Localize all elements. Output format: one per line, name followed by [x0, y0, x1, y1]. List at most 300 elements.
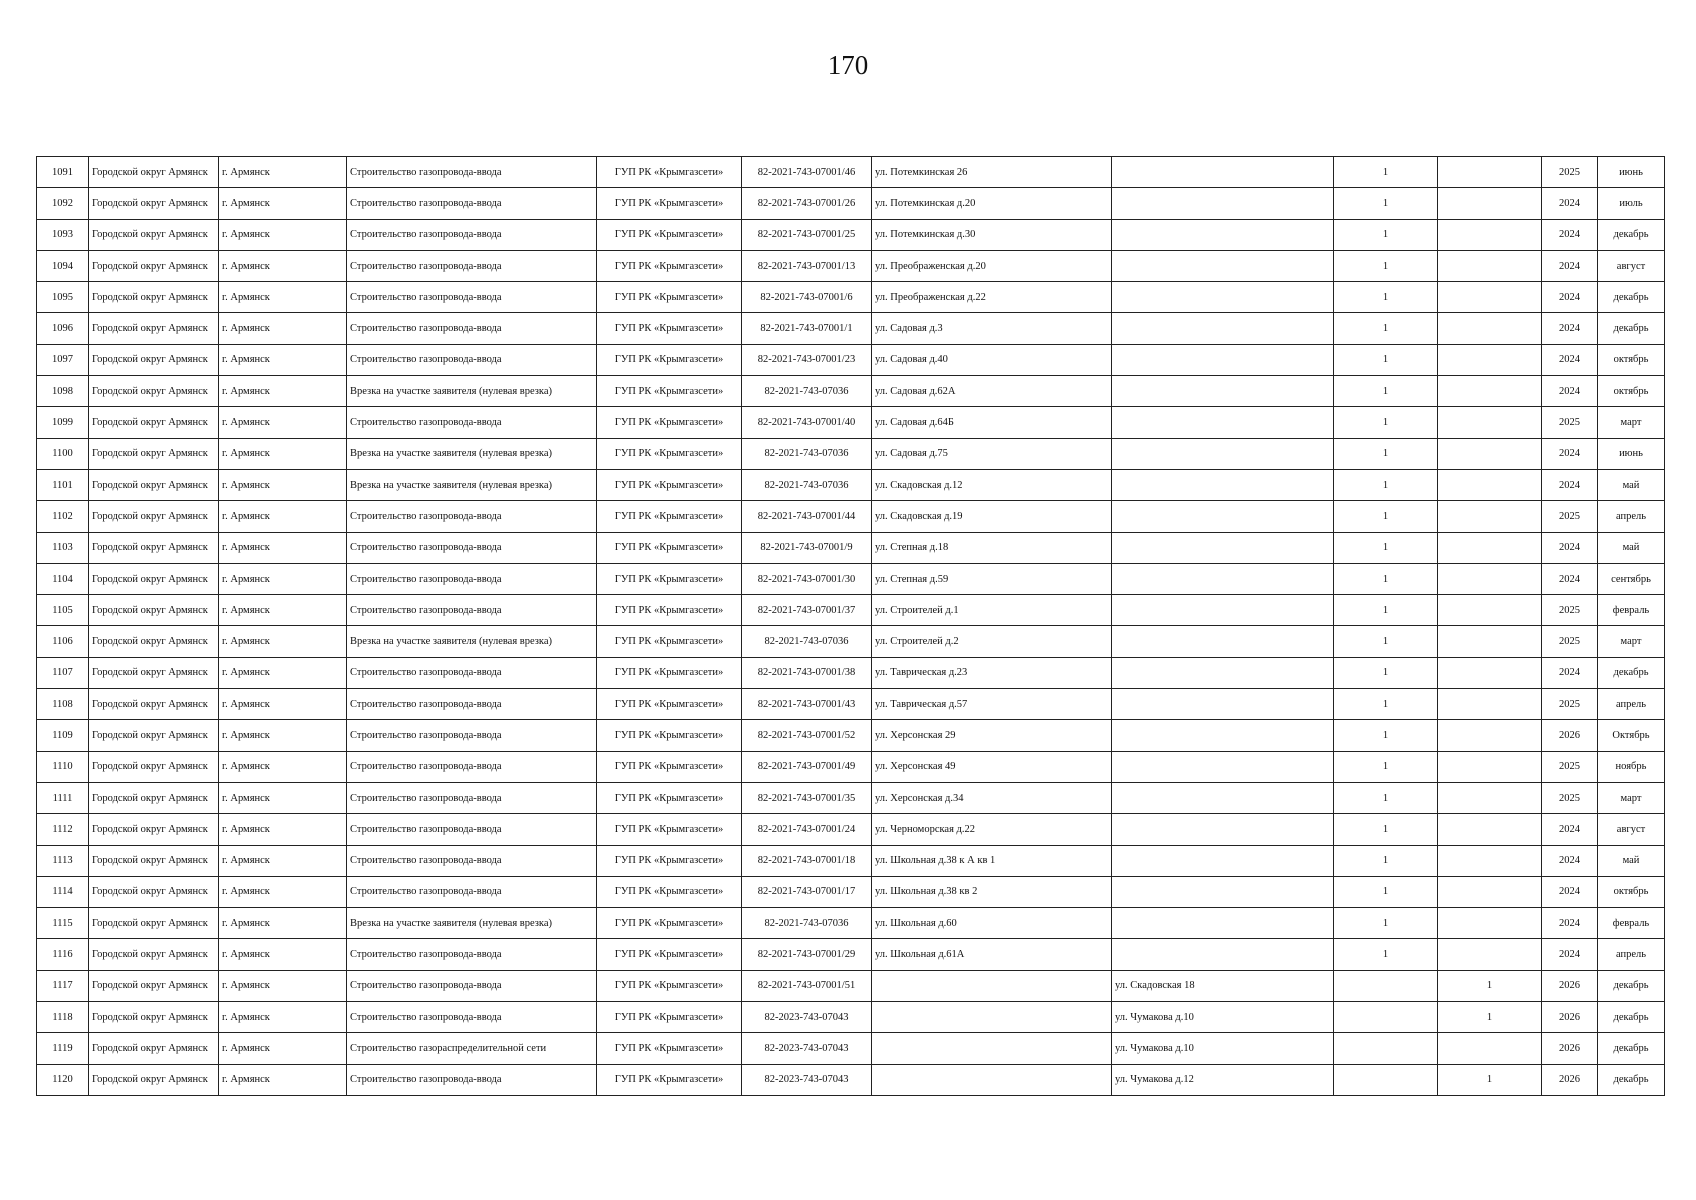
district-cell: Городской округ Армянск	[89, 876, 219, 907]
work-type-cell: Строительство газораспределительной сети	[347, 1033, 597, 1064]
table-row	[37, 626, 1665, 657]
locality-cell: г. Армянск	[219, 1033, 347, 1064]
district-cell: Городской округ Армянск	[89, 344, 219, 375]
quantity-cell: 1	[1334, 469, 1438, 500]
locality-cell: г. Армянск	[219, 782, 347, 813]
year-cell: 2025	[1542, 501, 1598, 532]
work-type-cell: Строительство газопровода-ввода	[347, 845, 597, 876]
quantity-alt-cell	[1438, 188, 1542, 219]
year-cell: 2026	[1542, 720, 1598, 751]
address-cell: ул. Садовая д.62А	[872, 376, 1112, 407]
quantity-cell: 1	[1334, 595, 1438, 626]
quantity-cell: 1	[1334, 814, 1438, 845]
month-cell: декабрь	[1598, 1002, 1665, 1033]
permit-number-cell: 82-2021-743-07001/43	[742, 689, 872, 720]
district-cell: Городской округ Армянск	[89, 782, 219, 813]
table-row	[37, 563, 1665, 594]
month-cell: июль	[1598, 188, 1665, 219]
row-number: 1110	[37, 751, 89, 782]
address-cell: ул. Степная д.18	[872, 532, 1112, 563]
address-alt-cell	[1112, 626, 1334, 657]
permit-number-cell: 82-2021-743-07001/35	[742, 782, 872, 813]
address-cell: ул. Таврическая д.57	[872, 689, 1112, 720]
work-type-cell: Строительство газопровода-ввода	[347, 939, 597, 970]
year-cell: 2024	[1542, 344, 1598, 375]
row-number: 1096	[37, 313, 89, 344]
permit-number-cell: 82-2021-743-07001/51	[742, 970, 872, 1001]
address-alt-cell	[1112, 282, 1334, 313]
year-cell: 2025	[1542, 157, 1598, 188]
quantity-alt-cell	[1438, 720, 1542, 751]
row-number: 1098	[37, 376, 89, 407]
permit-number-cell: 82-2021-743-07001/6	[742, 282, 872, 313]
district-cell: Городской округ Армянск	[89, 689, 219, 720]
quantity-cell: 1	[1334, 376, 1438, 407]
organization-cell: ГУП РК «Крымгазсети»	[597, 689, 742, 720]
table-row	[37, 908, 1665, 939]
district-cell: Городской округ Армянск	[89, 376, 219, 407]
address-cell: ул. Потемкинская 26	[872, 157, 1112, 188]
permit-number-cell: 82-2021-743-07001/17	[742, 876, 872, 907]
organization-cell: ГУП РК «Крымгазсети»	[597, 595, 742, 626]
year-cell: 2024	[1542, 814, 1598, 845]
address-cell: ул. Преображенская д.20	[872, 250, 1112, 281]
quantity-alt-cell	[1438, 376, 1542, 407]
locality-cell: г. Армянск	[219, 908, 347, 939]
organization-cell: ГУП РК «Крымгазсети»	[597, 1064, 742, 1095]
table-row	[37, 376, 1665, 407]
permit-number-cell: 82-2021-743-07036	[742, 908, 872, 939]
month-cell: июнь	[1598, 438, 1665, 469]
permit-number-cell: 82-2021-743-07001/18	[742, 845, 872, 876]
quantity-alt-cell	[1438, 751, 1542, 782]
year-cell: 2026	[1542, 970, 1598, 1001]
quantity-cell: 1	[1334, 501, 1438, 532]
quantity-alt-cell	[1438, 469, 1542, 500]
quantity-alt-cell: 1	[1438, 970, 1542, 1001]
quantity-cell: 1	[1334, 282, 1438, 313]
district-cell: Городской округ Армянск	[89, 1002, 219, 1033]
work-type-cell: Строительство газопровода-ввода	[347, 876, 597, 907]
address-cell: ул. Садовая д.75	[872, 438, 1112, 469]
row-number: 1113	[37, 845, 89, 876]
locality-cell: г. Армянск	[219, 595, 347, 626]
address-alt-cell	[1112, 845, 1334, 876]
address-alt-cell	[1112, 720, 1334, 751]
permit-number-cell: 82-2021-743-07036	[742, 469, 872, 500]
work-type-cell: Строительство газопровода-ввода	[347, 720, 597, 751]
address-cell: ул. Школьная д.38 к А кв 1	[872, 845, 1112, 876]
district-cell: Городской округ Армянск	[89, 157, 219, 188]
address-cell: ул. Строителей д.2	[872, 626, 1112, 657]
address-cell: ул. Садовая д.40	[872, 344, 1112, 375]
locality-cell: г. Армянск	[219, 751, 347, 782]
table-row	[37, 344, 1665, 375]
address-cell: ул. Херсонская 29	[872, 720, 1112, 751]
month-cell: Октябрь	[1598, 720, 1665, 751]
address-alt-cell	[1112, 407, 1334, 438]
work-type-cell: Врезка на участке заявителя (нулевая врезка)	[347, 438, 597, 469]
address-cell: ул. Преображенская д.22	[872, 282, 1112, 313]
quantity-cell: 1	[1334, 344, 1438, 375]
locality-cell: г. Армянск	[219, 845, 347, 876]
organization-cell: ГУП РК «Крымгазсети»	[597, 188, 742, 219]
address-cell: ул. Скадовская д.12	[872, 469, 1112, 500]
row-number: 1119	[37, 1033, 89, 1064]
quantity-alt-cell	[1438, 344, 1542, 375]
row-number: 1116	[37, 939, 89, 970]
organization-cell: ГУП РК «Крымгазсети»	[597, 157, 742, 188]
month-cell: август	[1598, 814, 1665, 845]
table-row	[37, 188, 1665, 219]
address-alt-cell	[1112, 469, 1334, 500]
month-cell: декабрь	[1598, 1064, 1665, 1095]
district-cell: Городской округ Армянск	[89, 219, 219, 250]
quantity-cell: 1	[1334, 720, 1438, 751]
address-cell: ул. Потемкинская д.20	[872, 188, 1112, 219]
address-cell	[872, 1064, 1112, 1095]
locality-cell: г. Армянск	[219, 188, 347, 219]
district-cell: Городской округ Армянск	[89, 501, 219, 532]
table-row	[37, 219, 1665, 250]
address-alt-cell: ул. Скадовская 18	[1112, 970, 1334, 1001]
month-cell: сентябрь	[1598, 563, 1665, 594]
district-cell: Городской округ Армянск	[89, 563, 219, 594]
quantity-alt-cell	[1438, 563, 1542, 594]
month-cell: декабрь	[1598, 1033, 1665, 1064]
page-number: 170	[827, 50, 869, 80]
row-number: 1099	[37, 407, 89, 438]
row-number: 1103	[37, 532, 89, 563]
district-cell: Городской округ Армянск	[89, 970, 219, 1001]
work-type-cell: Строительство газопровода-ввода	[347, 532, 597, 563]
year-cell: 2024	[1542, 563, 1598, 594]
address-cell: ул. Херсонская д.34	[872, 782, 1112, 813]
quantity-alt-cell	[1438, 157, 1542, 188]
work-type-cell: Строительство газопровода-ввода	[347, 970, 597, 1001]
organization-cell: ГУП РК «Крымгазсети»	[597, 313, 742, 344]
permit-number-cell: 82-2021-743-07001/24	[742, 814, 872, 845]
month-cell: май	[1598, 845, 1665, 876]
work-type-cell: Строительство газопровода-ввода	[347, 157, 597, 188]
quantity-alt-cell	[1438, 501, 1542, 532]
month-cell: октябрь	[1598, 876, 1665, 907]
year-cell: 2024	[1542, 376, 1598, 407]
quantity-alt-cell	[1438, 313, 1542, 344]
district-cell: Городской округ Армянск	[89, 595, 219, 626]
month-cell: октябрь	[1598, 344, 1665, 375]
permit-number-cell: 82-2021-743-07001/38	[742, 657, 872, 688]
month-cell: апрель	[1598, 689, 1665, 720]
organization-cell: ГУП РК «Крымгазсети»	[597, 438, 742, 469]
work-type-cell: Строительство газопровода-ввода	[347, 657, 597, 688]
organization-cell: ГУП РК «Крымгазсети»	[597, 219, 742, 250]
address-alt-cell: ул. Чумакова д.12	[1112, 1064, 1334, 1095]
permit-number-cell: 82-2021-743-07001/23	[742, 344, 872, 375]
quantity-alt-cell	[1438, 626, 1542, 657]
district-cell: Городской округ Армянск	[89, 657, 219, 688]
organization-cell: ГУП РК «Крымгазсети»	[597, 626, 742, 657]
table-row	[37, 407, 1665, 438]
table-row	[37, 1002, 1665, 1033]
work-type-cell: Строительство газопровода-ввода	[347, 250, 597, 281]
organization-cell: ГУП РК «Крымгазсети»	[597, 657, 742, 688]
month-cell: апрель	[1598, 939, 1665, 970]
quantity-cell: 1	[1334, 438, 1438, 469]
year-cell: 2024	[1542, 845, 1598, 876]
quantity-cell: 1	[1334, 188, 1438, 219]
year-cell: 2025	[1542, 407, 1598, 438]
permit-number-cell: 82-2021-743-07001/30	[742, 563, 872, 594]
month-cell: февраль	[1598, 595, 1665, 626]
quantity-cell: 1	[1334, 407, 1438, 438]
permit-number-cell: 82-2021-743-07036	[742, 626, 872, 657]
year-cell: 2024	[1542, 313, 1598, 344]
table-row	[37, 469, 1665, 500]
month-cell: май	[1598, 532, 1665, 563]
permit-number-cell: 82-2021-743-07001/44	[742, 501, 872, 532]
table-row	[37, 720, 1665, 751]
quantity-cell: 1	[1334, 532, 1438, 563]
district-cell: Городской округ Армянск	[89, 407, 219, 438]
organization-cell: ГУП РК «Крымгазсети»	[597, 939, 742, 970]
permit-number-cell: 82-2021-743-07001/37	[742, 595, 872, 626]
address-cell: ул. Строителей д.1	[872, 595, 1112, 626]
address-cell: ул. Херсонская 49	[872, 751, 1112, 782]
year-cell: 2024	[1542, 469, 1598, 500]
district-cell: Городской округ Армянск	[89, 845, 219, 876]
month-cell: июнь	[1598, 157, 1665, 188]
year-cell: 2026	[1542, 1002, 1598, 1033]
permit-number-cell: 82-2021-743-07001/52	[742, 720, 872, 751]
year-cell: 2024	[1542, 282, 1598, 313]
address-alt-cell	[1112, 501, 1334, 532]
address-alt-cell	[1112, 657, 1334, 688]
locality-cell: г. Армянск	[219, 689, 347, 720]
district-cell: Городской округ Армянск	[89, 250, 219, 281]
address-cell: ул. Потемкинская д.30	[872, 219, 1112, 250]
organization-cell: ГУП РК «Крымгазсети»	[597, 282, 742, 313]
organization-cell: ГУП РК «Крымгазсети»	[597, 532, 742, 563]
table-row	[37, 1033, 1665, 1064]
year-cell: 2024	[1542, 250, 1598, 281]
work-type-cell: Строительство газопровода-ввода	[347, 595, 597, 626]
locality-cell: г. Армянск	[219, 282, 347, 313]
quantity-alt-cell: 1	[1438, 1002, 1542, 1033]
district-cell: Городской округ Армянск	[89, 438, 219, 469]
row-number: 1114	[37, 876, 89, 907]
year-cell: 2024	[1542, 876, 1598, 907]
district-cell: Городской округ Армянск	[89, 626, 219, 657]
district-cell: Городской округ Армянск	[89, 1064, 219, 1095]
district-cell: Городской округ Армянск	[89, 282, 219, 313]
quantity-alt-cell	[1438, 782, 1542, 813]
permit-number-cell: 82-2021-743-07001/49	[742, 751, 872, 782]
address-alt-cell	[1112, 344, 1334, 375]
table-row	[37, 438, 1665, 469]
locality-cell: г. Армянск	[219, 407, 347, 438]
permit-number-cell: 82-2021-743-07001/1	[742, 313, 872, 344]
address-alt-cell	[1112, 438, 1334, 469]
organization-cell: ГУП РК «Крымгазсети»	[597, 751, 742, 782]
table-row	[37, 814, 1665, 845]
quantity-alt-cell	[1438, 438, 1542, 469]
quantity-cell: 1	[1334, 876, 1438, 907]
locality-cell: г. Армянск	[219, 157, 347, 188]
quantity-alt-cell	[1438, 814, 1542, 845]
row-number: 1111	[37, 782, 89, 813]
quantity-alt-cell	[1438, 219, 1542, 250]
year-cell: 2024	[1542, 939, 1598, 970]
row-number: 1112	[37, 814, 89, 845]
row-number: 1105	[37, 595, 89, 626]
district-cell: Городской округ Армянск	[89, 313, 219, 344]
permit-number-cell: 82-2021-743-07001/46	[742, 157, 872, 188]
year-cell: 2024	[1542, 657, 1598, 688]
locality-cell: г. Армянск	[219, 1064, 347, 1095]
address-alt-cell	[1112, 563, 1334, 594]
locality-cell: г. Армянск	[219, 438, 347, 469]
address-alt-cell: ул. Чумакова д.10	[1112, 1033, 1334, 1064]
address-cell: ул. Скадовская д.19	[872, 501, 1112, 532]
month-cell: декабрь	[1598, 313, 1665, 344]
work-type-cell: Строительство газопровода-ввода	[347, 501, 597, 532]
district-cell: Городской округ Армянск	[89, 939, 219, 970]
locality-cell: г. Армянск	[219, 313, 347, 344]
locality-cell: г. Армянск	[219, 626, 347, 657]
row-number: 1094	[37, 250, 89, 281]
address-alt-cell	[1112, 939, 1334, 970]
quantity-alt-cell	[1438, 1033, 1542, 1064]
month-cell: май	[1598, 469, 1665, 500]
district-cell: Городской округ Армянск	[89, 469, 219, 500]
quantity-cell: 1	[1334, 657, 1438, 688]
address-cell: ул. Школьная д.38 кв 2	[872, 876, 1112, 907]
district-cell: Городской округ Армянск	[89, 720, 219, 751]
organization-cell: ГУП РК «Крымгазсети»	[597, 908, 742, 939]
quantity-cell: 1	[1334, 219, 1438, 250]
district-cell: Городской округ Армянск	[89, 1033, 219, 1064]
quantity-cell	[1334, 1033, 1438, 1064]
district-cell: Городской округ Армянск	[89, 532, 219, 563]
quantity-cell: 1	[1334, 939, 1438, 970]
quantity-alt-cell	[1438, 657, 1542, 688]
month-cell: апрель	[1598, 501, 1665, 532]
work-type-cell: Врезка на участке заявителя (нулевая врезка)	[347, 626, 597, 657]
quantity-alt-cell	[1438, 845, 1542, 876]
address-alt-cell	[1112, 595, 1334, 626]
quantity-alt-cell	[1438, 939, 1542, 970]
locality-cell: г. Армянск	[219, 501, 347, 532]
work-type-cell: Строительство газопровода-ввода	[347, 407, 597, 438]
organization-cell: ГУП РК «Крымгазсети»	[597, 782, 742, 813]
table-row	[37, 782, 1665, 813]
quantity-cell: 1	[1334, 782, 1438, 813]
quantity-cell	[1334, 1064, 1438, 1095]
year-cell: 2025	[1542, 782, 1598, 813]
register-rows	[37, 157, 1665, 1096]
year-cell: 2025	[1542, 626, 1598, 657]
address-alt-cell	[1112, 689, 1334, 720]
month-cell: декабрь	[1598, 219, 1665, 250]
quantity-cell: 1	[1334, 845, 1438, 876]
organization-cell: ГУП РК «Крымгазсети»	[597, 720, 742, 751]
address-cell	[872, 1002, 1112, 1033]
address-cell: ул. Школьная д.60	[872, 908, 1112, 939]
table-row	[37, 501, 1665, 532]
address-alt-cell	[1112, 908, 1334, 939]
table-row	[37, 595, 1665, 626]
row-number: 1117	[37, 970, 89, 1001]
address-alt-cell	[1112, 157, 1334, 188]
year-cell: 2024	[1542, 438, 1598, 469]
quantity-cell: 1	[1334, 626, 1438, 657]
organization-cell: ГУП РК «Крымгазсети»	[597, 1002, 742, 1033]
month-cell: декабрь	[1598, 657, 1665, 688]
table-row	[37, 282, 1665, 313]
permit-number-cell: 82-2021-743-07001/13	[742, 250, 872, 281]
address-cell: ул. Таврическая д.23	[872, 657, 1112, 688]
quantity-alt-cell	[1438, 908, 1542, 939]
locality-cell: г. Армянск	[219, 970, 347, 1001]
quantity-cell: 1	[1334, 751, 1438, 782]
organization-cell: ГУП РК «Крымгазсети»	[597, 501, 742, 532]
work-type-cell: Строительство газопровода-ввода	[347, 814, 597, 845]
quantity-alt-cell: 1	[1438, 1064, 1542, 1095]
address-alt-cell: ул. Чумакова д.10	[1112, 1002, 1334, 1033]
address-cell: ул. Степная д.59	[872, 563, 1112, 594]
locality-cell: г. Армянск	[219, 563, 347, 594]
quantity-alt-cell	[1438, 876, 1542, 907]
address-cell: ул. Садовая д.3	[872, 313, 1112, 344]
work-type-cell: Строительство газопровода-ввода	[347, 1064, 597, 1095]
year-cell: 2025	[1542, 751, 1598, 782]
quantity-cell	[1334, 970, 1438, 1001]
work-type-cell: Строительство газопровода-ввода	[347, 282, 597, 313]
year-cell: 2025	[1542, 595, 1598, 626]
work-type-cell: Строительство газопровода-ввода	[347, 689, 597, 720]
table-row	[37, 313, 1665, 344]
organization-cell: ГУП РК «Крымгазсети»	[597, 814, 742, 845]
organization-cell: ГУП РК «Крымгазсети»	[597, 1033, 742, 1064]
organization-cell: ГУП РК «Крымгазсети»	[597, 407, 742, 438]
district-cell: Городской округ Армянск	[89, 908, 219, 939]
locality-cell: г. Армянск	[219, 250, 347, 281]
district-cell: Городской округ Армянск	[89, 751, 219, 782]
month-cell: октябрь	[1598, 376, 1665, 407]
row-number: 1104	[37, 563, 89, 594]
district-cell: Городской округ Армянск	[89, 188, 219, 219]
address-alt-cell	[1112, 876, 1334, 907]
organization-cell: ГУП РК «Крымгазсети»	[597, 563, 742, 594]
address-cell: ул. Садовая д.64Б	[872, 407, 1112, 438]
quantity-alt-cell	[1438, 532, 1542, 563]
work-type-cell: Врезка на участке заявителя (нулевая врезка)	[347, 908, 597, 939]
row-number: 1102	[37, 501, 89, 532]
table-row	[37, 876, 1665, 907]
work-type-cell: Строительство газопровода-ввода	[347, 188, 597, 219]
quantity-cell: 1	[1334, 157, 1438, 188]
locality-cell: г. Армянск	[219, 376, 347, 407]
month-cell: март	[1598, 782, 1665, 813]
row-number: 1120	[37, 1064, 89, 1095]
quantity-alt-cell	[1438, 689, 1542, 720]
work-type-cell: Строительство газопровода-ввода	[347, 313, 597, 344]
row-number: 1091	[37, 157, 89, 188]
permit-number-cell: 82-2023-743-07043	[742, 1002, 872, 1033]
work-type-cell: Строительство газопровода-ввода	[347, 751, 597, 782]
quantity-alt-cell	[1438, 250, 1542, 281]
